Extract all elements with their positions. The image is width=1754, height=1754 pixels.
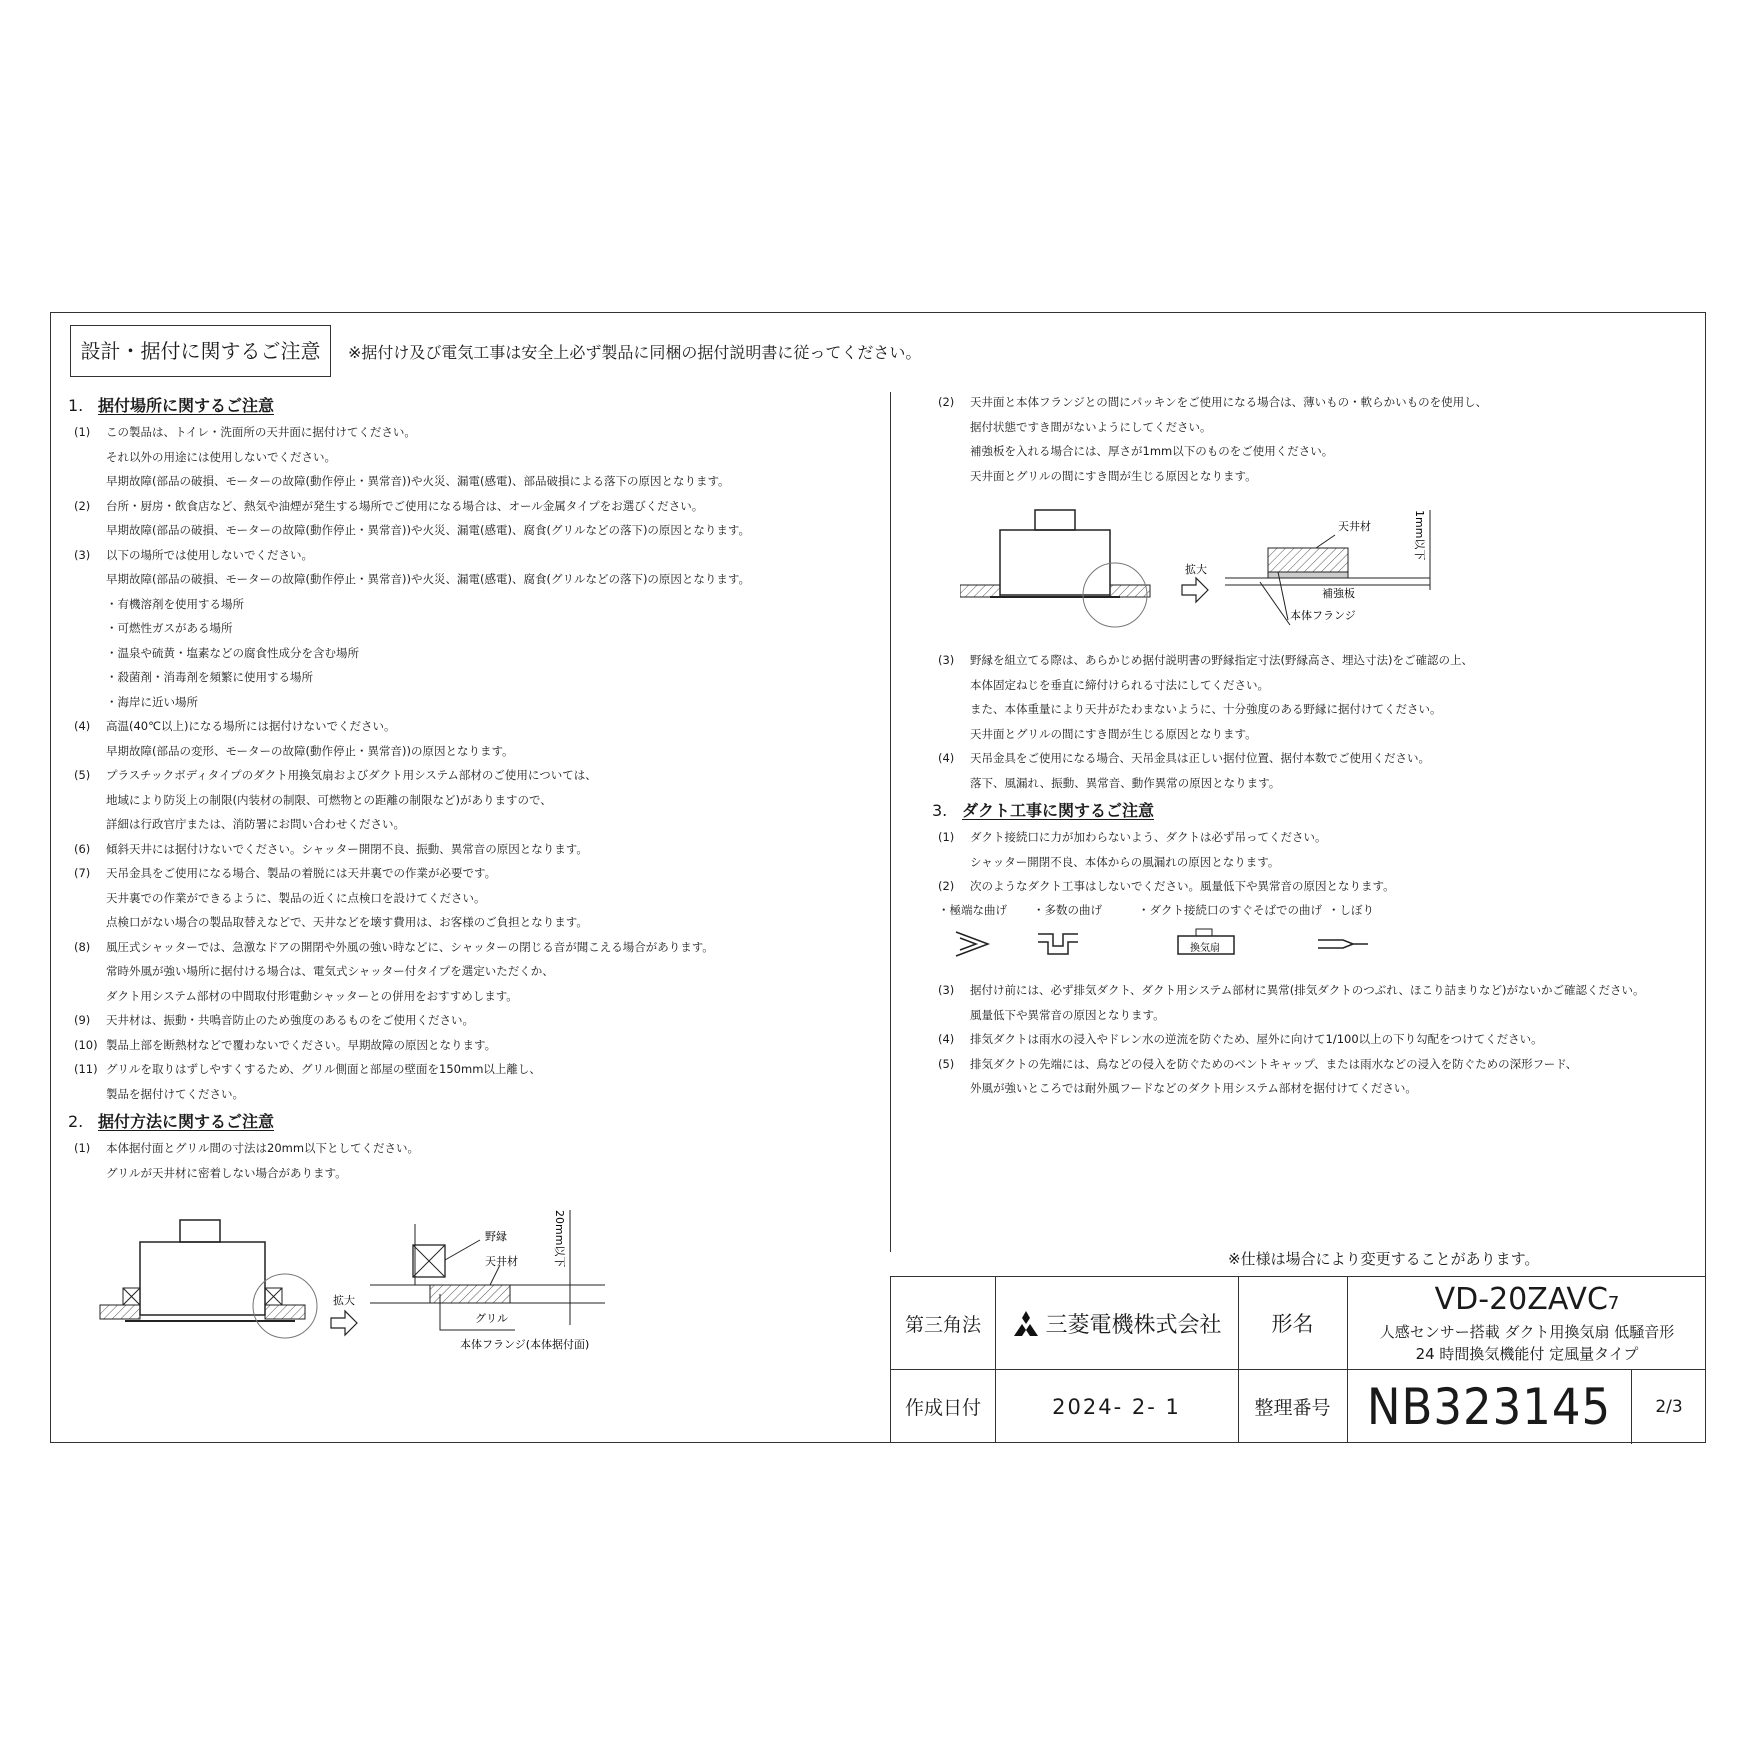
item-text: 天井裏での作業ができるように、製品の近くに点検口を設けてください。 xyxy=(106,890,486,905)
list-item xyxy=(928,1076,1698,1101)
item-text: ダクト用システム部材の中間取付形電動シャッターとの併用をおすすめします。 xyxy=(106,988,518,1003)
mitsubishi-logo-icon xyxy=(1011,1310,1041,1336)
section-title: 据付方法に関するご注意 xyxy=(98,1112,275,1131)
item-text: 常時外風が強い場所に据付ける場合は、電気式シャッター付タイプを選定いただくか、 xyxy=(106,964,554,978)
section-heading xyxy=(64,392,884,420)
plate-label: 補強板 xyxy=(1322,587,1355,600)
list-item xyxy=(928,850,1698,875)
section-title: ダクト工事に関するご注意 xyxy=(962,801,1155,820)
item-number: (9) xyxy=(74,1013,91,1027)
list-item xyxy=(64,494,884,519)
item-text: 天吊金具をご使用になる場合、製品の着脱には天井裏での作業が必要です。 xyxy=(106,866,497,880)
item-number: (2) xyxy=(938,879,955,893)
item-text: 天井材は、振動・共鳴音防止のため強度のあるものをご使用ください。 xyxy=(106,1013,474,1027)
item-text: ダクト接続口に力が加わらないよう、ダクトは必ず吊ってください。 xyxy=(970,830,1327,844)
item-number: (4) xyxy=(938,1032,955,1046)
item-text: プラスチックボディタイプのダクト用換気扇およびダクト用システム部材のご使用については、 xyxy=(106,768,597,782)
list-item xyxy=(64,641,884,666)
list-item xyxy=(64,665,884,690)
item-number: (10) xyxy=(74,1037,98,1052)
item-text: 天井面とグリルの間にすき間が生じる原因となります。 xyxy=(970,726,1257,741)
list-item xyxy=(64,1136,884,1161)
item-text: 高温(40℃以上)になる場所には据付けないでください。 xyxy=(106,719,396,733)
list-item xyxy=(64,788,884,813)
list-item xyxy=(928,722,1698,747)
item-text: 地域により防災上の制限(内装材の制限、可燃物との距離の制限など)がありますので、 xyxy=(106,792,552,807)
item-text: ・有機溶剤を使用する場所 xyxy=(106,596,244,611)
enlarge-label: 拡大 xyxy=(1185,563,1207,576)
item-number: (1) xyxy=(938,830,955,844)
dimension-20mm-label: 20mm以下 xyxy=(553,1210,566,1268)
item-text: 次のようなダクト工事はしないでください。風量低下や異常音の原因となります。 xyxy=(970,879,1395,893)
list-item xyxy=(64,445,884,470)
list-item xyxy=(64,935,884,960)
item-text: 排気ダクトは雨水の浸入やドレン水の逆流を防ぐため、屋外に向けて1/100以上の下り勾配をつけてください。 xyxy=(970,1032,1543,1046)
list-item xyxy=(64,812,884,837)
date-label-cell: 作成日付 xyxy=(904,1397,981,1419)
item-number: (8) xyxy=(74,939,91,954)
item-number: (4) xyxy=(74,719,91,733)
section-number: 2. xyxy=(68,1112,84,1131)
item-text: 点検口がない場合の製品取替えなどで、天井などを壊す費用は、お客様のご負担となります。 xyxy=(106,915,588,929)
item-number: (3) xyxy=(74,547,91,562)
item-text: 排気ダクトの先端には、鳥などの侵入を防ぐためのベントキャップ、または雨水などの浸入を防ぐための深形フード、 xyxy=(970,1056,1578,1071)
item-text: 据付状態ですき間がないようにしてください。 xyxy=(970,419,1212,434)
model-cell xyxy=(1347,1277,1707,1369)
model-number: VD-20ZAVC xyxy=(1434,1282,1608,1317)
list-item xyxy=(64,959,884,984)
item-number: (11) xyxy=(74,1062,98,1076)
list-item xyxy=(64,739,884,764)
model-description-2: 24 時間換気機能付 定風量タイプ xyxy=(1415,1345,1639,1363)
squeeze-label: ・しぼり xyxy=(1328,903,1374,917)
list-item xyxy=(928,673,1698,698)
list-item xyxy=(928,415,1698,440)
item-number: (1) xyxy=(74,1141,91,1155)
list-item xyxy=(64,567,884,592)
noburi-label: 野縁 xyxy=(485,1230,507,1243)
item-text: 早期故障(部品の破損、モーターの故障(動作停止・異常音))や火災、漏電(感電)、腐食(グリルなどの落下)の原因となります。 xyxy=(106,572,751,586)
list-item xyxy=(928,874,1698,899)
model-suffix: 7 xyxy=(1607,1293,1620,1314)
dimension-label: 1mm以下 xyxy=(1413,510,1426,561)
item-text: グリルが天井材に密着しない場合があります。 xyxy=(106,1165,347,1180)
list-item xyxy=(64,592,884,617)
list-item xyxy=(64,763,884,788)
list-item xyxy=(64,1082,884,1107)
item-text: 外風が強いところでは耐外風フードなどのダクト用システム部材を据付けてください。 xyxy=(970,1081,1417,1095)
list-item xyxy=(928,978,1698,1003)
list-item xyxy=(64,518,884,543)
item-text: グリルを取りはずしやすくするため、グリル側面と部屋の壁面を150mm以上離し、 xyxy=(106,1062,541,1076)
list-item xyxy=(64,1161,884,1186)
spec-change-note: ※仕様は場合により変更することがあります。 xyxy=(1228,1250,1540,1268)
list-item xyxy=(64,837,884,862)
item-text: 台所・厨房・飲食店など、熱気や油煙が発生する場所でご使用になる場合は、オール金属タイプをお選びください。 xyxy=(106,498,704,513)
item-number: (5) xyxy=(938,1056,955,1071)
right-column-top xyxy=(928,390,1698,488)
list-item xyxy=(928,648,1698,673)
model-description-1: 人感センサー搭載 ダクト用換気扇 低騒音形 xyxy=(1379,1323,1675,1341)
item-text: 本体固定ねじを垂直に締付けられる寸法にしてください。 xyxy=(970,677,1269,692)
item-text: ・温泉や硫黄・塩素などの腐食性成分を含む場所 xyxy=(106,645,359,660)
item-text: 風量低下や異常音の原因となります。 xyxy=(970,1007,1165,1022)
right-column-bottom xyxy=(928,978,1698,1101)
item-text: 天吊金具をご使用になる場合、天吊金具は正しい据付位置、据付本数でご使用ください。 xyxy=(970,751,1430,765)
section-heading xyxy=(928,797,1698,825)
item-number: (5) xyxy=(74,768,91,782)
item-text: 風圧式シャッターでは、急激なドアの開閉や外風の強い時などに、シャッターの閉じる音が聞こえる場合があります。 xyxy=(106,939,714,954)
list-item xyxy=(64,469,884,494)
grill-label: グリル xyxy=(475,1312,508,1325)
item-text: 天井面とグリルの間にすき間が生じる原因となります。 xyxy=(970,468,1257,483)
bend-label: ・極端な曲げ xyxy=(938,903,1007,917)
item-text: 野縁を組立てる際は、あらかじめ据付説明書の野縁指定寸法(野縁高さ、埋込寸法)をご確認の上、 xyxy=(970,653,1474,667)
ceiling-label: 天井材 xyxy=(1338,520,1371,533)
drawing-number-cell: NB323145 xyxy=(1366,1377,1612,1436)
near-bend-label: ・ダクト接続口のすぐそばでの曲げ xyxy=(1138,903,1322,917)
item-text: 以下の場所では使用しないでください。 xyxy=(106,547,313,562)
list-item xyxy=(928,1003,1698,1028)
list-item xyxy=(928,771,1698,796)
item-text: 早期故障(部品の破損、モーターの故障(動作停止・異常音))や火災、漏電(感電)、腐食(グリルなどの落下)の原因となります。 xyxy=(106,523,751,537)
list-item xyxy=(64,543,884,568)
column-divider xyxy=(890,392,891,1252)
list-item xyxy=(64,1033,884,1058)
duct-bend-sketches xyxy=(938,924,1418,969)
item-number: (2) xyxy=(74,498,91,513)
section-heading-box: 設計・据付に関するご注意 xyxy=(70,325,331,377)
list-item xyxy=(928,746,1698,771)
item-text: 補強板を入れる場合には、厚さが1mm以下のものをご使用ください。 xyxy=(970,444,1334,458)
flange-mount-label: 本体フランジ(本体据付面) xyxy=(460,1338,590,1351)
date-cell: 2024- 2- 1 xyxy=(1052,1394,1181,1419)
item-text: 落下、風漏れ、振動、異常音、動作異常の原因となります。 xyxy=(970,775,1281,790)
item-text: 早期故障(部品の破損、モーターの故障(動作停止・異常音))や火災、漏電(感電)、部品破損による落下の原因となります。 xyxy=(106,474,730,488)
list-item xyxy=(928,1052,1698,1077)
item-text: 詳細は行政官庁または、消防署にお問い合わせください。 xyxy=(106,817,405,831)
fan-label: 換気扇 xyxy=(1190,943,1220,954)
item-number: (4) xyxy=(938,751,955,765)
duct-examples xyxy=(938,902,1418,972)
item-text: 製品を据付けてください。 xyxy=(106,1086,244,1101)
item-text: 傾斜天井には据付けないでください。シャッター開閉不良、振動、異常音の原因となります。 xyxy=(106,841,588,856)
company-name: 三菱電機株式会社 xyxy=(1045,1312,1222,1338)
title-block xyxy=(890,1276,1706,1443)
section-number: 3. xyxy=(932,801,948,820)
item-text: 据付け前には、必ず排気ダクト、ダクト用システム部材に異常(排気ダクトのつぶれ、ほこり詰まりなど)がないかご確認ください。 xyxy=(970,983,1645,997)
list-item xyxy=(64,861,884,886)
item-text: それ以外の用途には使用しないでください。 xyxy=(106,449,336,464)
list-item xyxy=(928,439,1698,464)
list-item xyxy=(64,616,884,641)
left-column xyxy=(64,390,884,1185)
section-title: 据付場所に関するご注意 xyxy=(98,396,275,415)
ceiling-material-label: 天井材 xyxy=(485,1255,518,1268)
item-text: 早期故障(部品の変形、モーターの故障(動作停止・異常音))の原因となります。 xyxy=(106,743,514,758)
item-number: (7) xyxy=(74,866,91,880)
flange-detail-figure xyxy=(960,500,1440,635)
list-item xyxy=(64,714,884,739)
header-note: ※据付け及び電気工事は安全上必ず製品に同梱の据付説明書に従ってください。 xyxy=(348,343,922,362)
list-item xyxy=(928,464,1698,489)
item-text: 天井面と本体フランジとの間にパッキンをご使用になる場合は、薄いもの・軟らかいものを使用し、 xyxy=(970,395,1488,409)
item-text: ・可燃性ガスがある場所 xyxy=(106,621,233,635)
item-text: また、本体重量により天井がたわまないように、十分強度のある野縁に据付けてください。 xyxy=(970,702,1442,716)
flange-label: 本体フランジ xyxy=(1290,609,1356,622)
item-number: (3) xyxy=(938,983,955,997)
item-text: シャッター開閉不良、本体からの風漏れの原因となります。 xyxy=(970,854,1280,869)
item-text: 本体据付面とグリル間の寸法は20mm以下としてください。 xyxy=(106,1141,420,1155)
item-number: (6) xyxy=(74,841,91,856)
enlarge-label: 拡大 xyxy=(333,1294,355,1307)
list-item xyxy=(64,910,884,935)
list-item xyxy=(64,984,884,1009)
company-cell xyxy=(995,1277,1238,1369)
section-number: 1. xyxy=(68,396,84,415)
page-cell: 2/3 xyxy=(1655,1396,1683,1417)
list-item xyxy=(64,420,884,445)
projection-cell: 第三角法 xyxy=(904,1313,981,1336)
right-column-middle xyxy=(928,648,1698,899)
item-text: ・海岸に近い場所 xyxy=(106,694,198,709)
list-item xyxy=(64,886,884,911)
list-item xyxy=(64,1057,884,1082)
item-text: ・殺菌剤・消毒剤を頻繁に使用する場所 xyxy=(106,670,313,684)
list-item xyxy=(64,690,884,715)
grille-gap-figure xyxy=(95,1200,615,1360)
model-label-cell: 形名 xyxy=(1271,1312,1314,1336)
item-text: この製品は、トイレ・洗面所の天井面に据付けてください。 xyxy=(106,425,416,439)
item-number: (1) xyxy=(74,425,91,439)
list-item xyxy=(928,697,1698,722)
section-heading xyxy=(64,1108,884,1136)
list-item xyxy=(928,390,1698,415)
item-number: (3) xyxy=(938,653,955,667)
item-text: 製品上部を断熱材などで覆わないでください。早期故障の原因となります。 xyxy=(106,1037,497,1052)
multi-bend-label: ・多数の曲げ xyxy=(1033,903,1102,917)
list-item xyxy=(928,1027,1698,1052)
number-label-cell: 整理番号 xyxy=(1254,1397,1331,1419)
list-item xyxy=(64,1008,884,1033)
list-item xyxy=(928,825,1698,850)
item-number: (2) xyxy=(938,395,955,409)
